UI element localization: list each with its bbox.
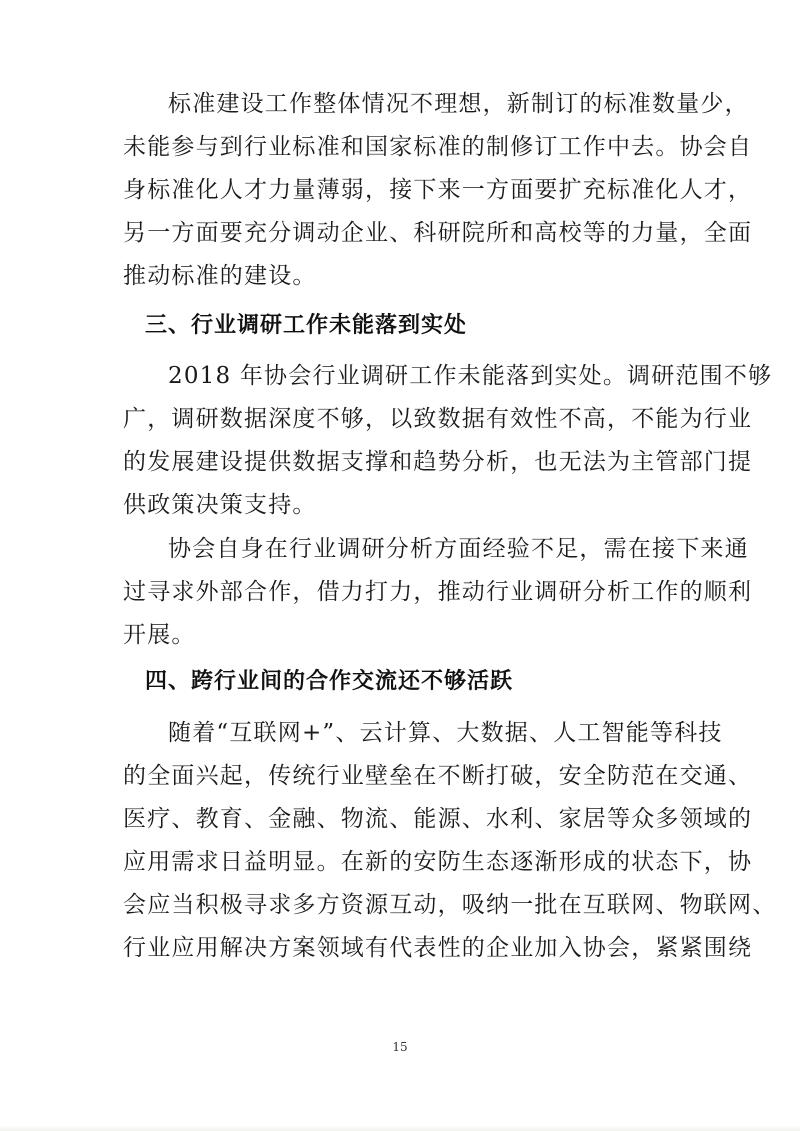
paragraph-2-line-1: 2018 年协会行业调研工作未能落到实处。调研范围不够 (168, 363, 773, 389)
paragraph-4-line-5: 会应当积极寻求多方资源互动，吸纳一批在互联网、物联网、 (123, 892, 777, 918)
paragraph-2-line-4: 供政策决策支持。 (123, 492, 317, 518)
paragraph-4-line-4: 应用需求日益明显。在新的安防生态逐渐形成的状态下，协 (123, 849, 753, 875)
paragraph-4-line-1: 随着“互联网+”、云计算、大数据、人工智能等科技 (168, 720, 723, 746)
paragraph-4-line-6: 行业应用解决方案领域有代表性的企业加入协会，紧紧围绕 (123, 935, 753, 961)
paragraph-3-line-3: 开展。 (123, 622, 196, 648)
paragraph-4-line-3: 医疗、教育、金融、物流、能源、水利、家居等众多领域的 (123, 806, 753, 832)
section-heading-4: 四、跨行业间的合作交流还不够活跃 (145, 669, 514, 694)
paragraph-1-line-4: 另一方面要充分调动企业、科研院所和高校等的力量，全面 (123, 220, 753, 246)
paragraph-2-line-2: 广，调研数据深度不够，以致数据有效性不高，不能为行业 (123, 406, 753, 432)
paragraph-3-line-1: 协会自身在行业调研分析方面经验不足，需在接下来通 (168, 536, 749, 562)
paragraph-3-line-2: 过寻求外部合作，借力打力，推动行业调研分析工作的顺利 (123, 579, 753, 605)
paragraph-4-line-2: 的全面兴起，传统行业壁垒在不断打破，安全防范在交通、 (123, 763, 753, 789)
paragraph-1-line-5: 推动标准的建设。 (123, 263, 317, 289)
paragraph-1-line-2: 未能参与到行业标准和国家标准的制修订工作中去。协会自 (123, 134, 753, 160)
paragraph-1-line-3: 身标准化人才力量薄弱，接下来一方面要扩充标准化人才， (123, 177, 753, 203)
paragraph-1-line-1: 标准建设工作整体情况不理想，新制订的标准数量少， (168, 91, 749, 117)
paragraph-2-line-3: 的发展建设提供数据支撑和趋势分析，也无法为主管部门提 (123, 449, 753, 475)
scan-edge-decoration (0, 1125, 800, 1131)
page-number: 15 (392, 1040, 408, 1054)
section-heading-3: 三、行业调研工作未能落到实处 (145, 313, 468, 338)
